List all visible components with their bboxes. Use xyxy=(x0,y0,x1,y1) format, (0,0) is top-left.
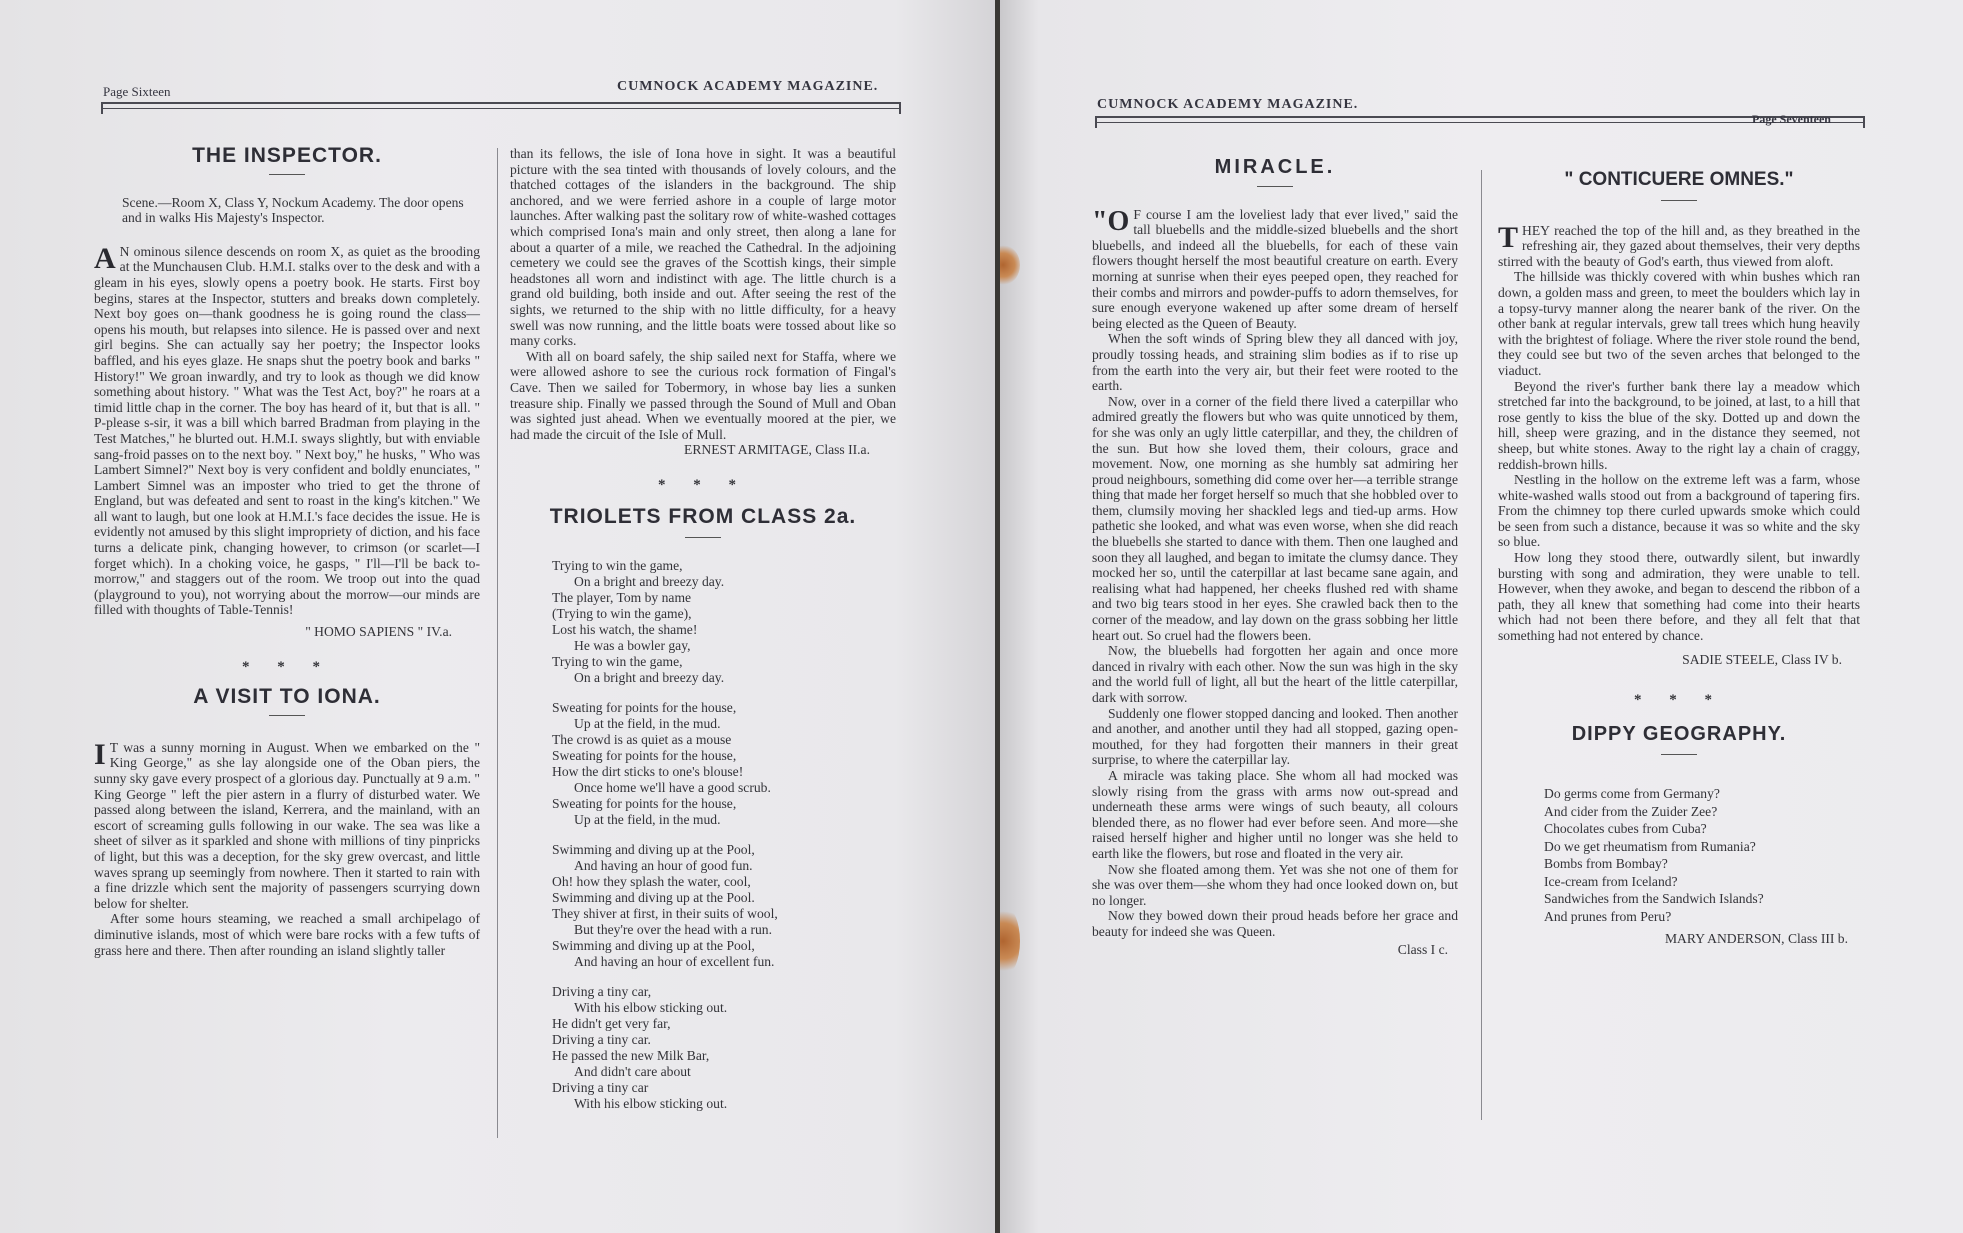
dropcap: I xyxy=(94,737,106,771)
poem-line: Sweating for points for the house, xyxy=(552,796,737,812)
poem-line: Once home we'll have a good scrub. xyxy=(574,780,771,796)
miracle-paragraph-7: Now she floated among them. Yet was she not one of them for she was over them—she whom they had once looked down on, but no longer. xyxy=(1092,861,1458,908)
poem-line: With his elbow sticking out. xyxy=(574,1096,728,1112)
left-column-2 xyxy=(510,146,896,1126)
inspector-scene: Scene.—Room X, Class Y, Nockum Academy. The door opens and in walks His Majesty's Inspector. xyxy=(122,194,464,226)
poem-line: With his elbow sticking out. xyxy=(574,1000,728,1016)
miracle-paragraph-3: Now, over in a corner of the field there lived a caterpillar who admired greatly the flowers but who was quite unnoticed by them, for she was only an ugly little caterpillar, and they, the children of the sun. But how she loved them, their colours, grace and movement. Now, one morning as she humbly sat admiring her proud neighbours, something did come over her—a terrible strange thing that made her forget herself so much that she hobbled over to them, clumsily moving her shackled legs and tied-up arms. How pathetic she looked, and what was even worse, when she did reach the bluebells she started to dance with them. Then one laughed and soon they all laughed, and began to imitate the clumsy dance. They mocked her so, until the caterpillar at last became sane again, and realising what had happened, her cheeks flushed red with shame and two big tears stood in her eyes. She crawled back then to the corner of the meadow, and lay down on the grass sobbing her little heart out. So cruel had the flowers been. xyxy=(1092,393,1458,643)
iona-paragraph-2: After some hours steaming, we reached a small archipelago of diminutive islands, most of which were bare rocks with a few tufts of grass here and there. Then after rounding an island slightly taller xyxy=(94,911,480,958)
title-rule xyxy=(1661,754,1697,755)
magazine-title-right: CUMNOCK ACADEMY MAGAZINE. xyxy=(1097,97,1359,112)
title-rule xyxy=(269,715,305,716)
conticuere-paragraph-4: Nestling in the hollow on the extreme left was a farm, whose white-washed walls stood out from a background of tapering firs. From the chimney top there curled upwards smoke which could be seen from such a distance, because it was so white and the sky so blue. xyxy=(1498,472,1860,550)
miracle-paragraph-2: When the soft winds of Spring blew they all danced with joy, proudly tossing heads, and straining slim bodies as if to rise up from the earth into the very air, but their feet were rooted to the earth. xyxy=(1092,331,1458,394)
miracle-paragraph-5: Suddenly one flower stopped dancing and looked. Then another and another, and another until they had all stopped, gazing open-mouthed, for they had forgotten their manners in their great surprise, to where the caterpillar lay. xyxy=(1092,705,1458,768)
iona-paragraph-1: I T was a sunny morning in August. When we embarked on the " King George," as she lay alongside one of the Oban piers, the sunny sky gave every prospect of a glorious day. Punctually at 9 a.m. " King George " left the pier astern in a flurry of disturbed water. We passed along between the island, Kerrera, and the mainland, with an escort of screaming gulls following in our wake. The sea was like a sheet of silver as it sparkled and shone with millions of tiny pinpricks of light, but this was a deception, for the sky grew overcast, and little waves sprang up seemingly from nowhere. Then it started to rain with a fine drizzle which sent the majority of passengers scurrying down below for shelter. xyxy=(94,737,480,911)
poem-line: Swimming and diving up at the Pool, xyxy=(552,938,755,954)
poem-line: They shiver at first, in their suits of wool, xyxy=(552,906,778,922)
page-label-left: Page Sixteen xyxy=(103,84,171,99)
triolet-stanza-2 xyxy=(552,700,896,828)
iona-byline: ERNEST ARMITAGE, Class II.a. xyxy=(684,442,870,458)
poem-line: Driving a tiny car, xyxy=(552,984,652,1000)
iona-paragraph-4: With all on board safely, the ship sailed next for Staffa, where we were allowed ashore to see the curious rock formation of Fingal's Cave. Then we sailed for Tobermory, in whose bay lies a sunken treasure ship. Finally we passed through the Sound of Mull and Oban was sighted just ahead. When we eventually moored at the pier, we had made the circuit of the Isle of Mull. xyxy=(510,348,896,442)
poem-line: Up at the field, in the mud. xyxy=(574,716,721,732)
stars-divider: * * * xyxy=(1634,692,1724,709)
poem-line: Bombs from Bombay? xyxy=(1544,856,1668,872)
inspector-paragraph: A N ominous silence descends on room X, as quiet as the brooding at the Munchausen Club. H.M.I. stalks over to the desk and with a gleam in his eyes, slowly opens a poetry book. He starts. First boy begins, stares at the Inspector, stutters and breaks down completely. Next boy goes on—thank goodness he is going round the class—opens his mouth, but relapses into silence. He is passed over and next girl begins. She can actually say her poetry; the Inspector looks baffled, and his eyes glaze. He snaps shut the poetry book and barks " History!" We groan inwardly, and try to look as though we did know something about history. " What was the Test Act, boy?" he roars at a timid little chap in the corner. The boy has heard of it, but that is all. " P-please s-sir, it was a bill which barred Bradman from playing in the Test Matches," he blurted out. H.M.I. sways slightly, but with enviable sang-froid passes on to the next boy. " Next boy," he husks, " Who was Lambert Simnel?" Next boy is very confident and boldly enunciates, " Lambert Simnel was an imposter who tried to get the throne of England, but was defeated and sent to roast in the king's kitchen." We all want to laugh, but one look at H.M.I.'s face decides the issue. He is evidently not amused by this slight impropriety of diction, and his face turns a delicate pink, changing however, to crimson (or scarlet—I forget which). In a choking voice, he gasps, " I'll—I'll be back to-morrow," and staggers out of the room. We troop out into the quad (playground to you), not worrying about the morrow—our minds are filled with thoughts of Table-Tennis! xyxy=(94,241,480,618)
conticuere-title: " CONTICUERE OMNES." xyxy=(1564,169,1794,190)
poem-line: The crowd is as quiet as a mouse xyxy=(552,732,732,748)
poem-line: Sweating for points for the house, xyxy=(552,748,737,764)
poem-line: And prunes from Peru? xyxy=(1544,908,1672,924)
conticuere-paragraph-2: The hillside was thickly covered with whin bushes which ran down, a golden mass and green, to meet the boulders which lay in a topsy-turvy manner along the nearer bank of the river. On the other bank at regular intervals, grew tall trees which hung heavily with the brightest of foliage. Where the river stole round the bend, they could see but two of the seven arches that belonged to the viaduct. xyxy=(1498,269,1860,378)
iona-title: A VISIT TO IONA. xyxy=(193,685,381,709)
poem-line: But they're over the head with a run. xyxy=(574,922,772,938)
poem-line: Do germs come from Germany? xyxy=(1544,786,1720,802)
poem-line: And having an hour of good fun. xyxy=(574,858,753,874)
poem-line: The player, Tom by name xyxy=(552,590,692,606)
header-rule-left xyxy=(101,102,901,109)
title-rule xyxy=(1661,200,1697,201)
right-column-2 xyxy=(1498,169,1860,947)
left-column-1 xyxy=(94,144,480,958)
stars-divider: * * * xyxy=(658,476,748,493)
poem-line: Swimming and diving up at the Pool. xyxy=(552,890,755,906)
triolet-stanza-1 xyxy=(552,558,896,686)
poem-line: Sandwiches from the Sandwich Islands? xyxy=(1544,891,1764,907)
title-rule xyxy=(685,537,721,538)
poem-line: On a bright and breezy day. xyxy=(574,574,725,590)
right-column-1 xyxy=(1092,156,1458,957)
poem-line: Driving a tiny car. xyxy=(552,1032,651,1048)
poem-line: Chocolates cubes from Cuba? xyxy=(1544,821,1707,837)
dropcap: A xyxy=(94,241,116,275)
poem-line: Do we get rheumatism from Rumania? xyxy=(1544,838,1756,854)
poem-line: Trying to win the game, xyxy=(552,654,683,670)
miracle-byline: Class I c. xyxy=(1397,941,1448,957)
poem-line: Ice-cream from Iceland? xyxy=(1544,873,1678,889)
title-rule xyxy=(1257,186,1293,187)
magazine-title-left: CUMNOCK ACADEMY MAGAZINE. xyxy=(617,79,879,94)
rust-stain xyxy=(1000,245,1020,285)
iona-paragraph-3: than its fellows, the isle of Iona hove in sight. It was a beautiful picture with the sea tinted with thousands of lovely colours, and the thatched cottages of the islanders in the background. The ship anchored, and we were ferried ashore in a couple of large motor launches. After walking past the solitary row of white-washed cottages which comprised Iona's main and only street, then along a lane for about a quarter of a mile, we reached the Cathedral. In the adjoining cemetery we could see the graves of the Scottish kings, their simple headstones all worn and indistinct with age. The little church is a grand old building, both inside and out. After seeing the rest of the sights, we returned to the ship with no little difficulty, for a heavy swell was now running, and the little boats were tossed about like so many corks. xyxy=(510,146,896,349)
column-divider xyxy=(1481,170,1482,1120)
dippy-poem xyxy=(1498,785,1860,925)
header-rule-right xyxy=(1095,116,1865,123)
inspector-title: THE INSPECTOR. xyxy=(192,144,382,167)
rust-stain xyxy=(1000,905,1020,977)
poem-line: He passed the new Milk Bar, xyxy=(552,1048,710,1064)
poem-line: He was a bowler gay, xyxy=(574,638,691,654)
poem-line: Sweating for points for the house, xyxy=(552,700,737,716)
column-divider xyxy=(497,148,498,1138)
poem-line: How the dirt sticks to one's blouse! xyxy=(552,764,744,780)
right-page xyxy=(1000,0,1963,1233)
dropcap: "O xyxy=(1092,205,1130,237)
stars-divider: * * * xyxy=(242,658,332,675)
poem-line: On a bright and breezy day. xyxy=(574,670,725,686)
poem-line: Driving a tiny car xyxy=(552,1080,649,1096)
triolets-poem xyxy=(510,558,896,1112)
miracle-paragraph-8: Now they bowed down their proud heads before her grace and beauty for indeed she was Queen. xyxy=(1092,908,1458,939)
title-rule xyxy=(269,174,305,175)
miracle-paragraph-6: A miracle was taking place. She whom all had mocked was slowly rising from the grass with arms now out-spread and underneath these arms were wings of such beauty, all colours blended there, as no flower had ever before seen. And more—she raised herself higher and higher until no longer was she held to earth like the flowers, but rose and floated in the very air. xyxy=(1092,767,1458,861)
poem-line: Swimming and diving up at the Pool, xyxy=(552,842,755,858)
poem-line: And cider from the Zuider Zee? xyxy=(1544,803,1718,819)
triolet-stanza-4 xyxy=(552,984,896,1112)
conticuere-paragraph-5: How long they stood there, outwardly silent, but inwardly bursting with song and admiration, they were unable to tell. However, when they awoke, and began to descend the ribbon of a path, they all knew that something had come into their hearts which had not been there before, and they all felt that that something had not entered by chance. xyxy=(1498,550,1860,644)
poem-line: And having an hour of excellent fun. xyxy=(574,954,775,970)
miracle-paragraph-4: Now, the bluebells had forgotten her again and once more danced in rivalry with each other. Now the sun was high in the sky and the world full of light, all but the heart of the little caterpillar, dark with sorrow. xyxy=(1092,643,1458,705)
triolets-title: TRIOLETS FROM CLASS 2a. xyxy=(549,505,857,529)
poem-line: Oh! how they splash the water, cool, xyxy=(552,874,751,890)
miracle-title: MIRACLE. xyxy=(1214,156,1336,178)
poem-line: Trying to win the game, xyxy=(552,558,683,574)
dippy-byline: MARY ANDERSON, Class III b. xyxy=(1664,931,1848,947)
poem-line: Up at the field, in the mud. xyxy=(574,812,721,828)
poem-line: (Trying to win the game), xyxy=(552,606,692,622)
conticuere-paragraph-3: Beyond the river's further bank there lay a meadow which stretched far into the background, to be joined, at last, to a hill that rose gently to kiss the blue of the sky. Dotted up and down the hill, sheep were grazing, and in the distance they seemed, not sheep, but white stones. Away to the right lay a chain of craggy, reddish-brown hills. xyxy=(1498,378,1860,472)
conticuere-paragraph-1: THEY reached the top of the hill and, as they breathed in the refreshing air, they gazed about themselves, their very depths stirred with the beauty of God's earth, thus viewed from aloft. xyxy=(1498,220,1860,269)
poem-line: Lost his watch, the shame! xyxy=(552,622,698,638)
inspector-byline: " HOMO SAPIENS " IV.a. xyxy=(305,624,452,640)
dippy-title: DIPPY GEOGRAPHY. xyxy=(1571,722,1787,745)
poem-line: He didn't get very far, xyxy=(552,1016,671,1032)
poem-line: And didn't care about xyxy=(574,1064,691,1080)
page-label-right: Page Seventeen xyxy=(1752,112,1831,126)
miracle-paragraph-1: "O F course I am the loveliest lady that ever lived," said the tall bluebells and the middle-sized bluebells and the short bluebells, and indeed all the bluebells, for each of these vain flowers thought herself the most beautiful creature on earth. Every morning at sunrise when their eyes peeped open, they reached for their combs and mirrors and powder-puffs to adorn themselves, for sure enough everyone wakened up after some dream of herself being elected as the Queen of Beauty. xyxy=(1092,205,1458,331)
dropcap: T xyxy=(1498,220,1519,254)
triolet-stanza-3 xyxy=(552,842,896,970)
conticuere-byline: SADIE STEELE, Class IV b. xyxy=(1682,651,1842,667)
